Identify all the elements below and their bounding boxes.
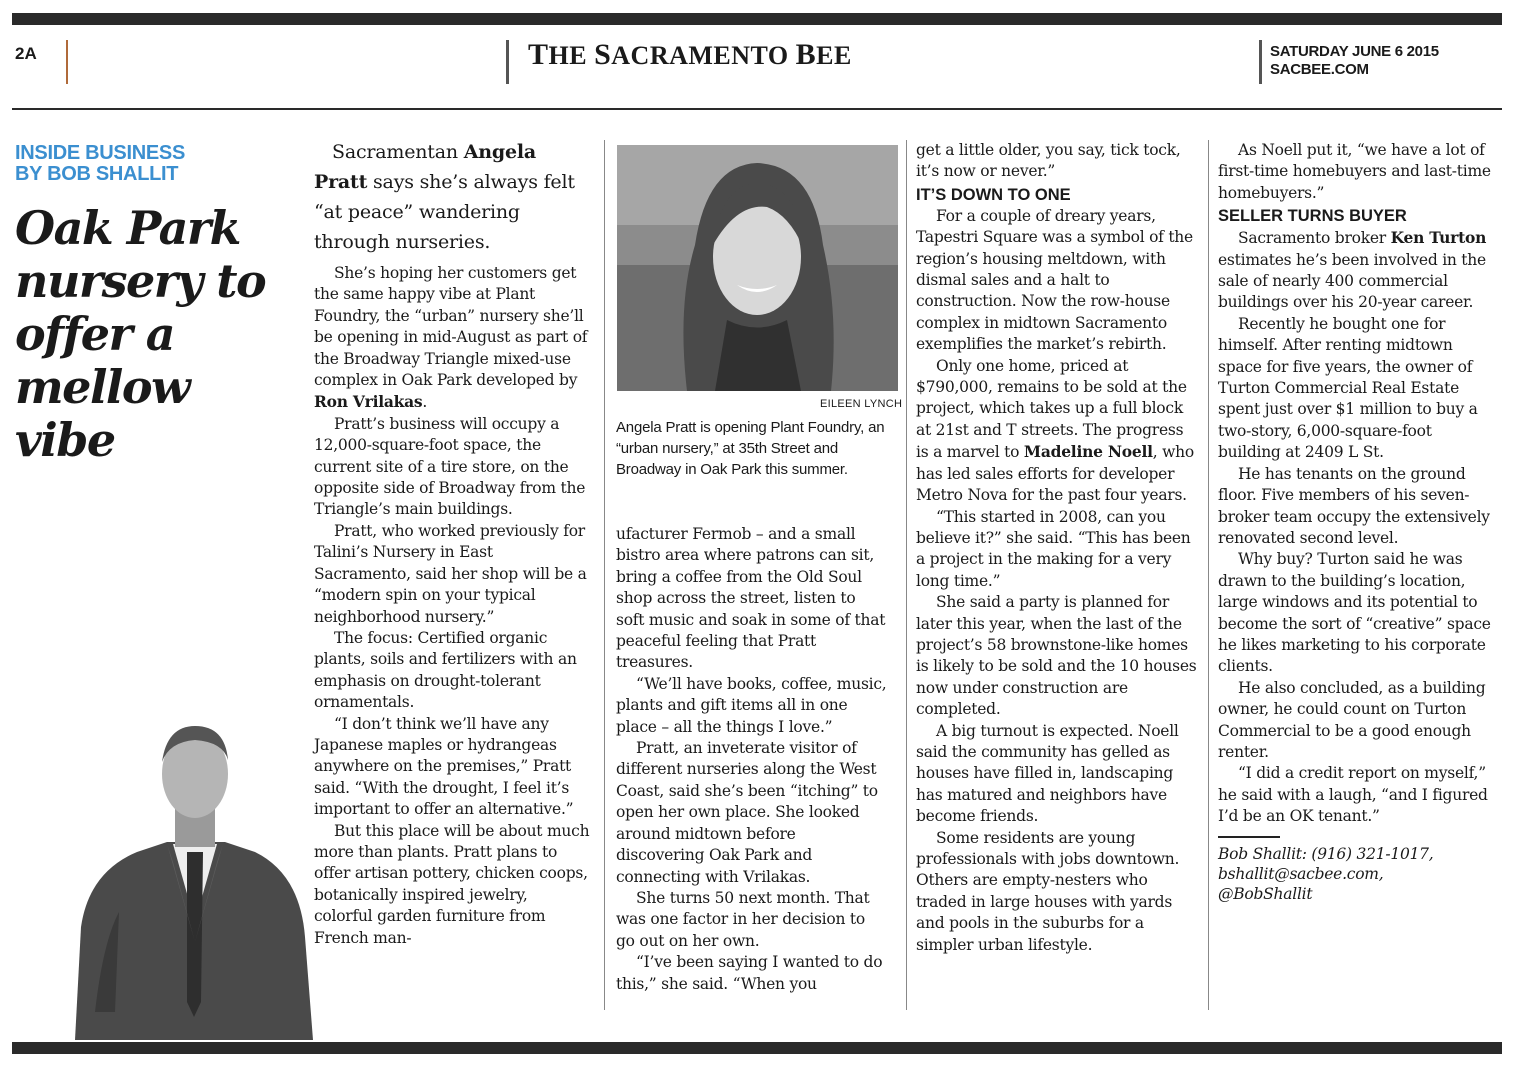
masthead: THE SACRAMENTO BEE [528,38,852,71]
photo-credit: EILEEN LYNCH [820,398,903,410]
paragraph: He has tenants on the ground floor. Five members of his seven-broker team occupy the extensively renovated second level. [1218,464,1490,547]
paragraph: She’s hoping her customers get the same happy vibe at Plant Foundry, the “urban” nursery she’ll be opening in mid-August as part of the Broadway Triangle mixed-use complex in Oak Park developed by Ron Vrilakas. [314,264,588,412]
top-rule [12,13,1502,25]
signature-rule [1218,836,1280,838]
photo-caption: Angela Pratt is opening Plant Foundry, an “urban nursery,” at 35th Street and Broadway in Oak Park this summer. [616,419,885,478]
dateline [1270,43,1439,79]
site-url[interactable]: SACBEE.COM [1270,61,1369,78]
page-number-divider [66,40,68,84]
paragraph: A big turnout is expected. Noell said the community has gelled as houses have filled in, landscaping has matured and neighbors have become friends. [916,721,1179,826]
paragraph: “I’ve been saying I wanted to do this,” she said. “When you [616,953,883,993]
paragraph: ufacturer Fermob – and a small bistro area where patrons can sit, bring a coffee from the Old Soul shop across the street, listen to soft music and soak in some of that peaceful feeling that Pratt treasures. [616,525,886,672]
header-rule [12,108,1502,110]
author-twitter[interactable]: @BobShallit [1218,884,1313,903]
paragraph: She turns 50 next month. That was one factor in her decision to go out on her own. [616,888,870,950]
paragraph: Some residents are young professionals with jobs downtown. Others are empty-nesters who traded in large houses with yards and pools in the suburbs for a simpler urban lifestyle. [916,828,1180,954]
author-photo [75,712,315,1040]
paragraph: “I did a credit report on myself,” he said with a laugh, “and I figured I’d be an OK tenant.” [1218,764,1488,826]
column-separator [906,140,907,1010]
paragraph: As Noell put it, “we have a lot of first-time homebuyers and last-time homebuyers.” [1218,141,1491,202]
paragraph: Pratt, who worked previously for Talini’s Nursery in East Sacramento, said her shop will be a “modern spin on your typical neighborhood nursery.” [314,521,587,626]
issue-date: SATURDAY JUNE 6 2015 [1270,43,1439,60]
bottom-rule [12,1042,1502,1054]
article-column-2 [616,524,888,995]
paragraph: “This started in 2008, can you believe it?” she said. “This has been a project in the making for a very long time.” [916,507,1191,590]
paragraph: Why buy? Turton said he was drawn to the building’s location, large windows and its potential to become the sort of “creative” space he likes marketing to his corporate clients. [1218,550,1491,676]
author-email[interactable]: bshallit@sacbee.com, [1218,864,1384,883]
article-column-4 [1218,140,1496,904]
paragraph: “We’ll have books, coffee, music, plants and gift items all in one place – all the things I love.” [616,674,887,736]
angela-pratt-photo [617,145,898,391]
author-phone: Bob Shallit: (916) 321-1017, [1218,844,1434,863]
article-column-1 [314,137,590,949]
paragraph: Sacramento broker Ken Turton estimates he’s been involved in the sale of nearly 400 commercial buildings over his 20-year career. [1218,228,1487,312]
paragraph: get a little older, you say, tick tock, it’s now or never.” [916,141,1181,181]
paragraph: Recently he bought one for himself. After renting midtown space for five years, the owner of Turton Commercial Real Estate spent just over $1 million to buy a two-story, 6,000-square-foot building at 2409 L St. [1218,314,1478,462]
page-number: 2A [15,44,37,63]
masthead-divider-right [1259,40,1262,84]
column-separator [604,140,605,1010]
paragraph: He also concluded, as a building owner, he could count on Turton Commercial to be a good enough renter. [1218,678,1486,761]
column-separator [1208,140,1209,1010]
paragraph: Pratt, an inveterate visitor of different nurseries along the West Coast, said she’s been “itching” to open her own place. She looked around midtown before discovering Oak Park and connecting with Vrilakas. [616,739,878,886]
subhead: SELLER TURNS BUYER [1218,207,1407,226]
lead-paragraph: Sacramentan Angela Pratt says she’s always felt “at peace” wandering through nurseries. [314,141,575,253]
column-kicker: INSIDE BUSINESS BY BOB SHALLIT [15,142,185,185]
paragraph: “I don’t think we’ll have any Japanese maples or hydrangeas anywhere on the premises,” Pratt said. “With the drought, I feel it’s important to offer an alternative.” [314,714,574,819]
paragraph: Pratt’s business will occupy a 12,000-square-foot space, the current site of a tire store, on the opposite side of Broadway from the Triangle’s main buildings. [314,414,586,519]
paragraph: Only one home, priced at $790,000, remains to be sold at the project, which takes up a full block at 21st and T streets. The progress is a marvel to Madeline Noell, who has led sales efforts for developer Metro Nova for the past four years. [916,356,1194,505]
subhead: IT’S DOWN TO ONE [916,185,1071,204]
headline: Oak Park nursery to offer a mellow vibe [15,201,266,467]
article-column-3 [916,140,1198,956]
author-signature [1218,844,1496,904]
paragraph: But this place will be about much more than plants. Pratt plans to offer artisan pottery, chicken coops, botanically inspired jewelry, colorful garden furniture from French man- [314,821,590,947]
masthead-divider-left [506,40,509,84]
paragraph: She said a party is planned for later this year, when the last of the project’s 58 brownstone-like homes is likely to be sold and the 10 houses now under construction are completed. [916,593,1197,719]
paragraph: The focus: Certified organic plants, soils and fertilizers with an emphasis on drought-tolerant ornamentals. [314,628,577,712]
paragraph: For a couple of dreary years, Tapestri Square was a symbol of the region’s housing meltdown, with dismal sales and a halt to construction. Now the row-house complex in midtown Sacramento exemplifies the market’s rebirth. [916,206,1193,354]
